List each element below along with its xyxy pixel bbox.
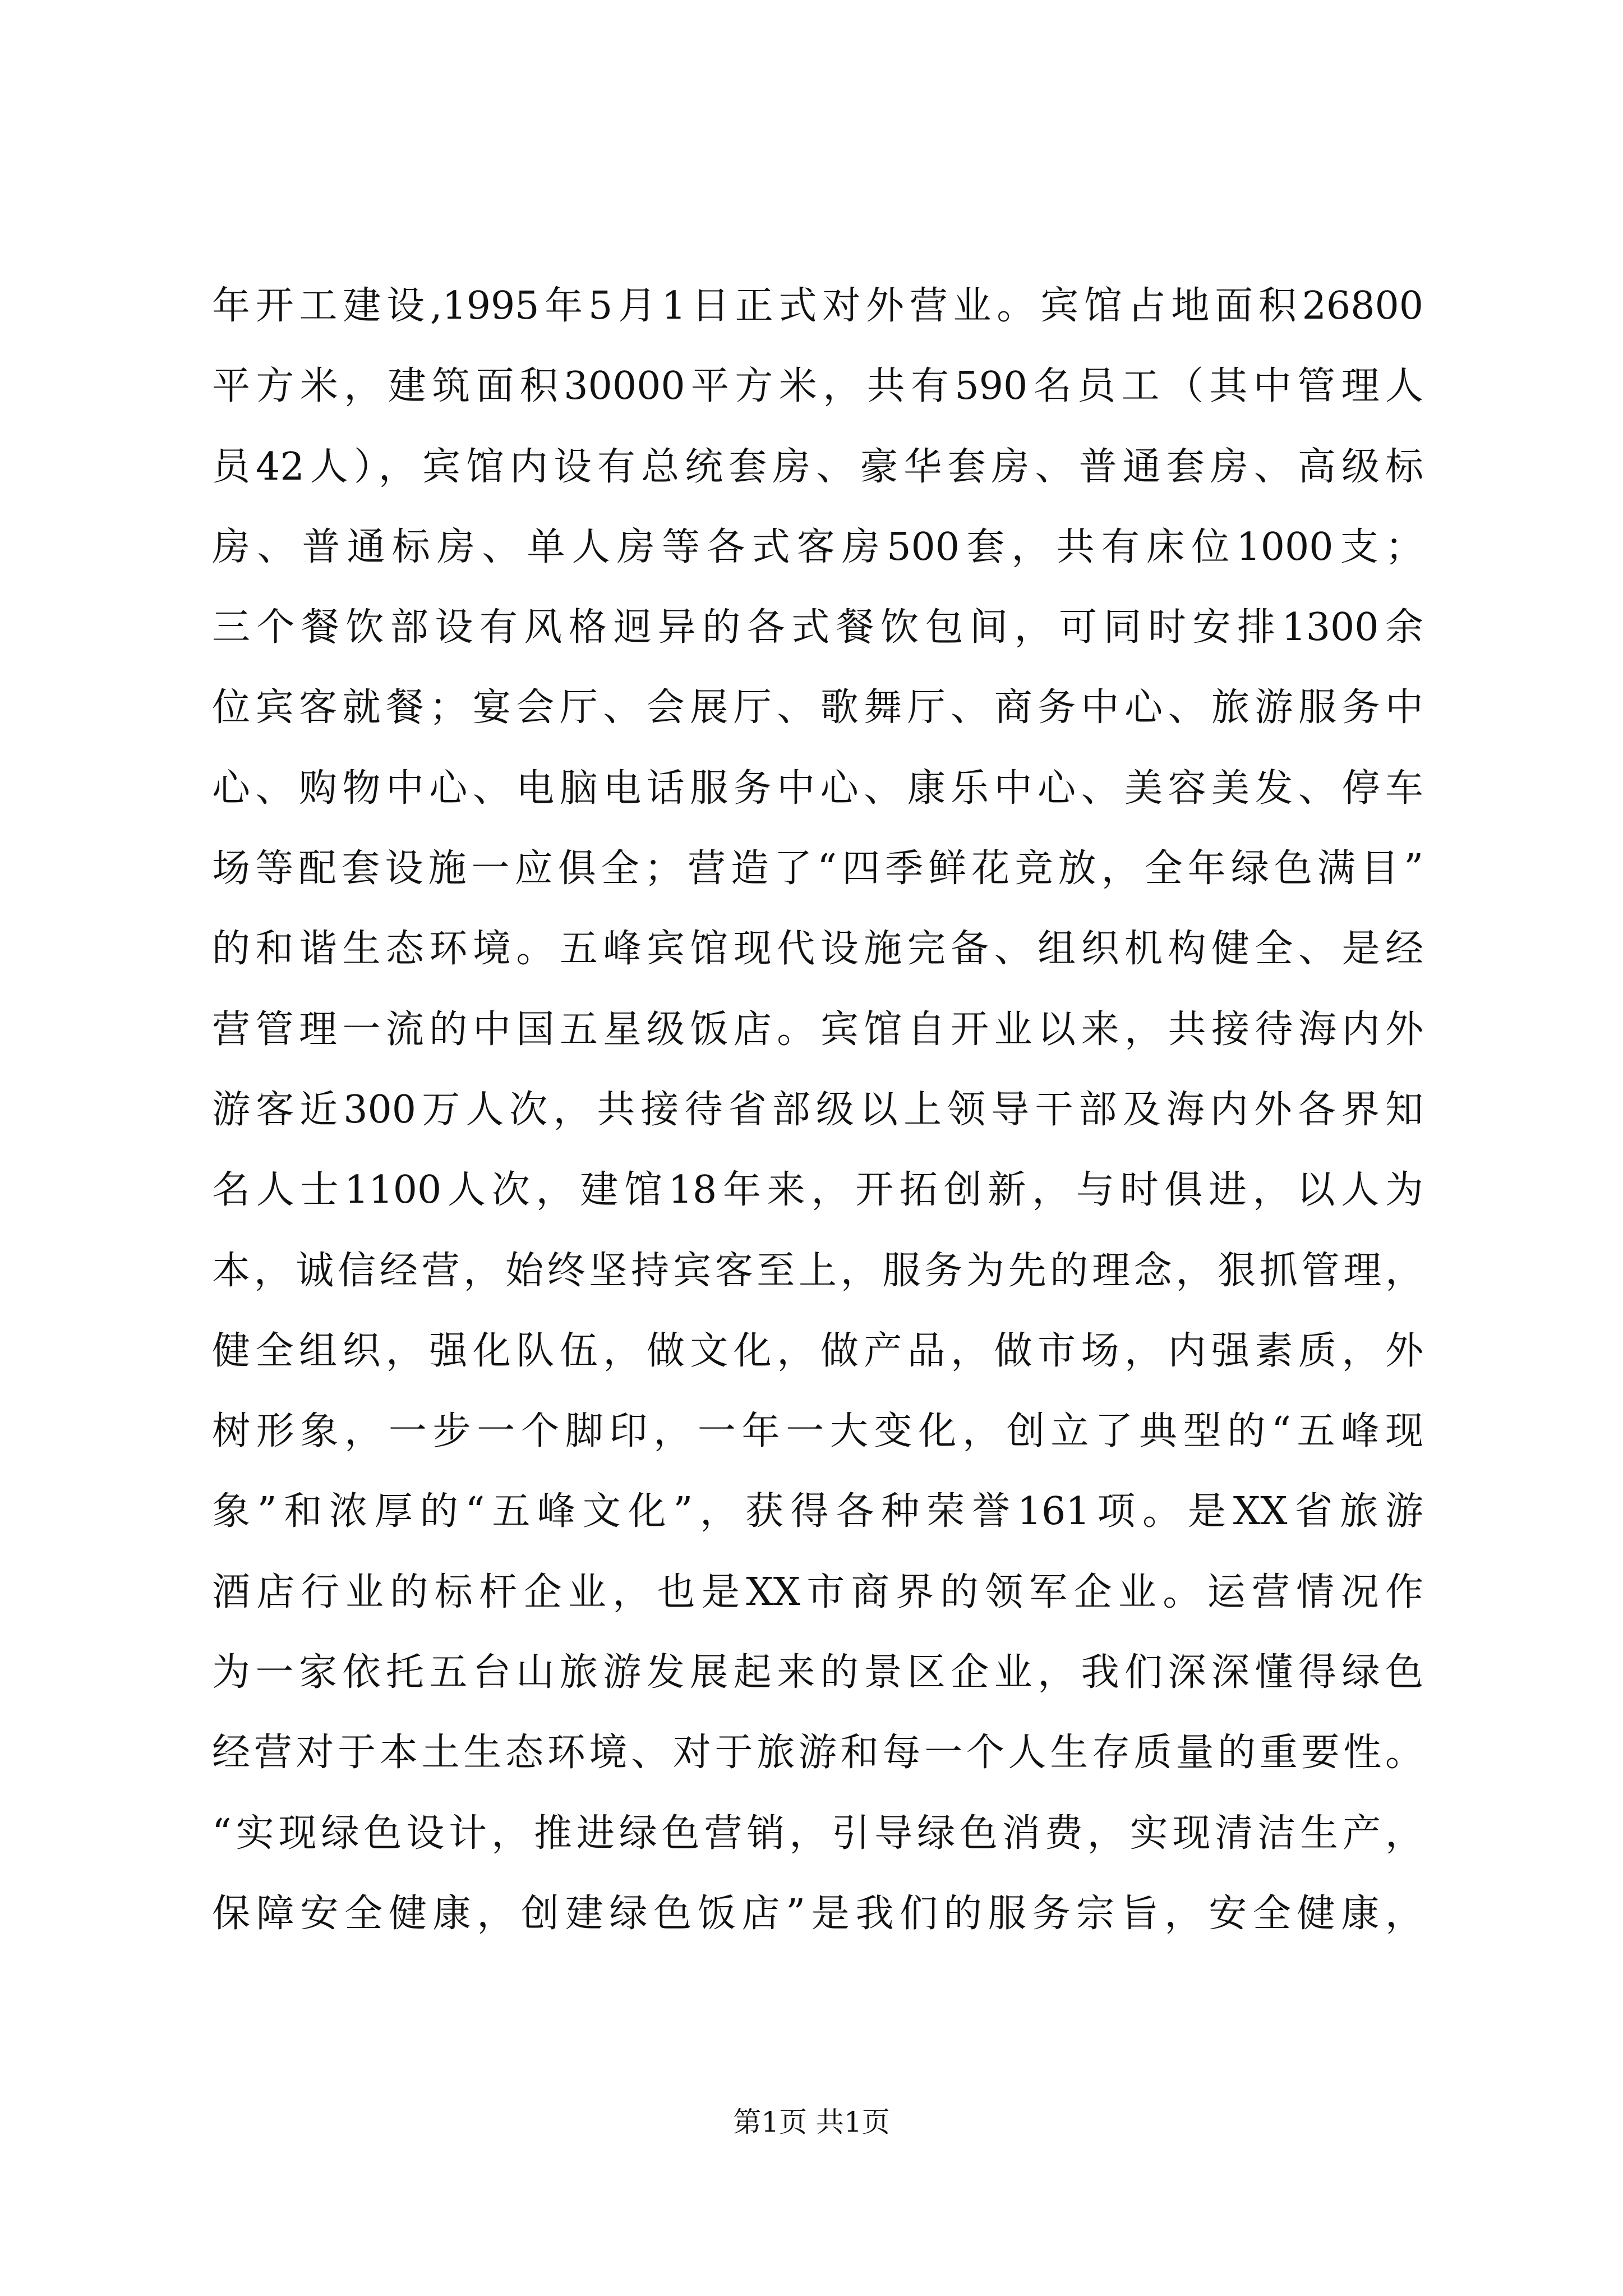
text-line: 营管理一流的中国五星级饭店。宾馆自开业以来，共接待海内外 — [212, 1007, 1423, 1052]
text-line: 象”和浓厚的“五峰文化”，获得各种荣誉161项。是XX省旅游 — [212, 1489, 1423, 1534]
text-line: 健全组织，强化队伍，做文化，做产品，做市场，内强素质，外 — [212, 1328, 1423, 1373]
text-line: 位宾客就餐；宴会厅、会展厅、歌舞厅、商务中心、旅游服务中 — [212, 685, 1423, 730]
page-number-label: 第1页 共1页 — [733, 2106, 890, 2138]
text-line: 保障安全健康，创建绿色饭店”是我们的服务宗旨，安全健康， — [212, 1891, 1423, 1936]
text-line: 名人士1100人次，建馆18年来，开拓创新，与时俱进，以人为 — [212, 1168, 1423, 1213]
text-line: 心、购物中心、电脑电话服务中心、康乐中心、美容美发、停车 — [212, 766, 1423, 811]
text-line: 的和谐生态环境。五峰宾馆现代设施完备、组织机构健全、是经 — [212, 927, 1423, 972]
text-line: 为一家依托五台山旅游发展起来的景区企业，我们深深懂得绿色 — [212, 1650, 1423, 1695]
text-line: 经营对于本土生态环境、对于旅游和每一个人生存质量的重要性。 — [212, 1731, 1423, 1775]
body-paragraph — [212, 266, 1423, 1954]
text-line: 本，诚信经营，始终坚持宾客至上，服务为先的理念，狠抓管理， — [212, 1248, 1423, 1293]
text-line: 场等配套设施一应俱全；营造了“四季鲜花竞放，全年绿色满目” — [212, 846, 1423, 891]
text-line: 平方米，建筑面积30000平方米，共有590名员工（其中管理人 — [212, 364, 1423, 409]
text-line: 游客近300万人次，共接待省部级以上领导干部及海内外各界知 — [212, 1087, 1423, 1132]
text-line: 酒店行业的标杆企业，也是XX市商界的领军企业。运营情况作 — [212, 1570, 1423, 1614]
page-footer — [0, 2102, 1623, 2142]
text-line: 房、普通标房、单人房等各式客房500套，共有床位1000支； — [212, 524, 1423, 569]
text-line: 年开工建设,1995年5月1日正式对外营业。宾馆占地面积26800 — [212, 284, 1423, 328]
text-line: 树形象，一步一个脚印，一年一大变化，创立了典型的“五峰现 — [212, 1409, 1423, 1454]
text-line: “实现绿色设计，推进绿色营销，引导绿色消费，实现清洁生产， — [212, 1811, 1423, 1856]
text-line: 三个餐饮部设有风格迥异的各式餐饮包间，可同时安排1300余 — [212, 605, 1423, 650]
text-line: 员42人），宾馆内设有总统套房、豪华套房、普通套房、高级标 — [212, 444, 1423, 489]
